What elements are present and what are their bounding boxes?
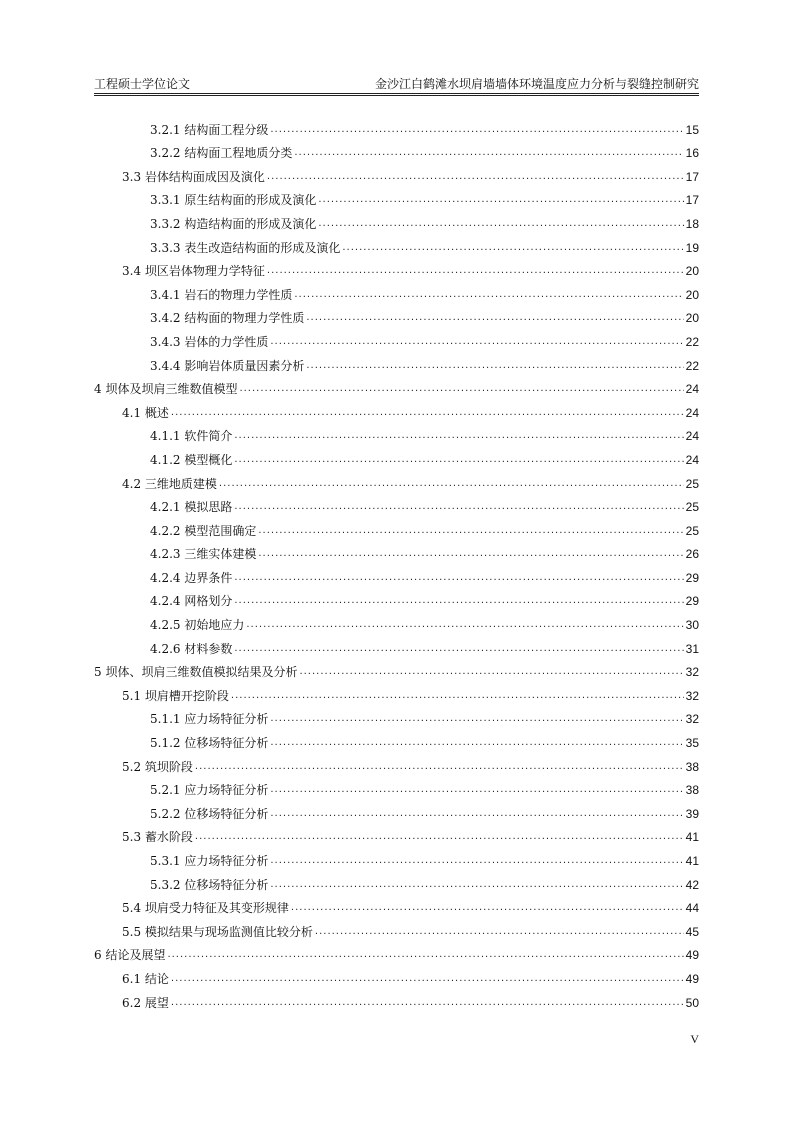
toc-entry-title: 5.5 模拟结果与现场监测值比较分析 [122,924,313,939]
header-rule [94,93,699,94]
toc-leader-dots [270,711,683,727]
toc-entry-title: 6 结论及展望 [94,948,166,963]
toc-entry[interactable] [94,963,699,987]
toc-entry[interactable] [94,279,699,303]
toc-leader-dots [270,334,683,350]
toc-leader-dots [318,192,683,208]
toc-leader-dots [258,523,683,539]
toc-entry[interactable] [94,492,699,516]
toc-entry[interactable] [94,680,699,704]
toc-entry-title: 4.2.1 模拟思路 [150,500,233,515]
toc-entry-page: 24 [685,405,699,420]
page-header [94,76,699,92]
toc-entry[interactable] [94,444,699,468]
toc-entry-page: 35 [685,736,699,751]
toc-entry[interactable] [94,916,699,940]
toc-entry-page: 22 [685,358,699,373]
toc-entry-title: 4.2.5 初始地应力 [150,618,245,633]
toc-leader-dots [231,688,684,704]
toc-entry-page: 17 [685,169,699,184]
toc-leader-dots [291,900,684,916]
toc-leader-dots [234,570,683,586]
toc-leader-dots [294,145,683,161]
toc-entry-title: 5.3.2 位移场特征分析 [150,877,269,892]
toc-entry-page: 26 [685,547,699,562]
toc-entry[interactable] [94,727,699,751]
toc-entry-page: 45 [685,924,699,939]
toc-entry-title: 3.4.4 影响岩体质量因素分析 [150,358,305,373]
toc-entry-title: 3.2.2 结构面工程地质分类 [150,146,293,161]
toc-entry-title: 3.4.2 结构面的物理力学性质 [150,311,305,326]
header-left-title: 工程硕士学位论文 [94,77,191,91]
toc-entry[interactable] [94,350,699,374]
toc-entry-title: 4.1.2 模型概化 [150,452,233,467]
toc-entry-title: 4.1.1 软件简介 [150,429,233,444]
toc-entry-page: 50 [685,995,699,1010]
toc-entry-title: 5.2.2 位移场特征分析 [150,806,269,821]
toc-leader-dots [234,593,683,609]
toc-entry-title: 4.2.4 边界条件 [150,570,233,585]
toc-leader-dots [270,735,683,751]
toc-entry-title: 5.2.1 应力场特征分析 [150,783,269,798]
toc-entry-page: 38 [685,783,699,798]
toc-entry-title: 6.2 展望 [122,995,169,1010]
toc-entry-page: 20 [685,287,699,302]
toc-entry-title: 4 坝体及坝肩三维数值模型 [94,382,238,397]
toc-entry-page: 44 [685,901,699,916]
toc-leader-dots [270,122,683,138]
toc-entry[interactable] [94,893,699,917]
toc-entry-title: 4.2.2 模型范围确定 [150,523,257,538]
toc-entry-page: 24 [685,429,699,444]
toc-entry-title: 5.1.2 位移场特征分析 [150,736,269,751]
toc-entry[interactable] [94,515,699,539]
toc-entry-title: 5.3 蓄水阶段 [122,830,193,845]
toc-entry[interactable] [94,987,699,1011]
toc-entry-page: 30 [685,618,699,633]
toc-entry[interactable] [94,185,699,209]
toc-entry-page: 20 [685,264,699,279]
toc-entry-page: 15 [685,122,699,137]
toc-leader-dots [306,310,683,326]
toc-entry-page: 41 [685,830,699,845]
toc-entry[interactable] [94,822,699,846]
toc-entry-title: 3.3 岩体结构面成因及演化 [122,169,265,184]
toc-entry-page: 29 [685,570,699,585]
toc-leader-dots [219,476,684,492]
toc-entry-title: 4.1 概述 [122,405,169,420]
toc-entry-page: 24 [685,452,699,467]
toc-leader-dots [318,216,683,232]
toc-entry-title: 4.2 三维地质建模 [122,476,217,491]
table-of-contents [94,114,699,1011]
toc-entry-page: 49 [685,971,699,986]
toc-entry-title: 4.2.4 网格划分 [150,594,233,609]
toc-leader-dots [171,971,684,987]
toc-entry-title: 3.3.1 原生结构面的形成及演化 [150,193,317,208]
toc-leader-dots [306,358,683,374]
page-number: V [690,1032,699,1046]
toc-entry[interactable] [94,657,699,681]
toc-entry[interactable] [94,633,699,657]
toc-entry-title: 5.1.1 应力场特征分析 [150,712,269,727]
toc-entry-page: 20 [685,311,699,326]
toc-leader-dots [258,546,683,562]
toc-entry-page: 19 [685,240,699,255]
toc-entry-title: 5.2 筑坝阶段 [122,759,193,774]
toc-entry-title: 3.3.2 构造结构面的形成及演化 [150,216,317,231]
toc-entry-page: 24 [685,382,699,397]
toc-leader-dots [239,381,683,397]
toc-entry[interactable] [94,114,699,138]
toc-entry-title: 5.3.1 应力场特征分析 [150,854,269,868]
toc-leader-dots [234,452,683,468]
toc-entry-page: 29 [685,594,699,609]
toc-leader-dots [246,617,683,633]
toc-leader-dots [234,428,683,444]
toc-entry-title: 4.2.6 材料参数 [150,641,233,656]
toc-entry-title: 3.4 坝区岩体物理力学特征 [122,264,265,279]
toc-leader-dots [195,759,684,775]
toc-leader-dots [171,995,684,1011]
toc-entry[interactable] [94,374,699,398]
toc-leader-dots [167,947,683,963]
toc-entry[interactable] [94,208,699,232]
toc-entry-page: 32 [685,712,699,727]
toc-entry-page: 39 [685,806,699,821]
toc-entry-title: 6.1 结论 [122,971,169,986]
toc-entry-page: 32 [685,665,699,680]
toc-leader-dots [270,806,683,822]
toc-entry-page: 18 [685,216,699,231]
toc-entry-title: 4.2.3 三维实体建模 [150,547,257,562]
toc-entry-page: 17 [685,193,699,208]
toc-entry[interactable] [94,940,699,964]
toc-entry-page: 49 [685,948,699,963]
toc-entry[interactable] [94,397,699,421]
toc-entry[interactable] [94,751,699,775]
header-right-title: 金沙江白鹤滩水坝肩墙墙体环境温度应力分析与裂缝控制研究 [374,77,699,91]
toc-entry-page: 38 [685,759,699,774]
toc-entry[interactable] [94,869,699,893]
toc-entry-page: 25 [685,476,699,491]
toc-entry-page: 32 [685,688,699,703]
toc-entry-title: 3.4.1 岩石的物理力学性质 [150,287,293,302]
toc-entry-title: 5.1 坝肩槽开挖阶段 [122,688,229,703]
toc-entry[interactable] [94,704,699,728]
toc-entry-title: 5.4 坝肩受力特征及其变形规律 [122,901,289,916]
toc-entry[interactable] [94,562,699,586]
toc-leader-dots [267,169,684,185]
toc-leader-dots [294,287,683,303]
toc-leader-dots [315,924,684,940]
toc-entry-title: 3.4.3 岩体的力学性质 [150,334,269,349]
toc-entry[interactable] [94,326,699,350]
toc-entry[interactable] [94,232,699,256]
toc-entry[interactable] [94,303,699,327]
toc-entry-page: 41 [685,854,699,868]
toc-leader-dots [267,263,684,279]
toc-entry-page: 22 [685,334,699,349]
toc-entry[interactable] [94,539,699,563]
toc-entry-page: 25 [685,500,699,515]
toc-entry[interactable] [94,468,699,492]
toc-entry[interactable] [94,421,699,445]
toc-entry-page: 42 [685,877,699,892]
toc-entry[interactable] [94,845,699,869]
toc-leader-dots [270,853,683,869]
toc-entry[interactable] [94,138,699,162]
toc-entry-title: 3.2.1 结构面工程分级 [150,122,269,137]
toc-leader-dots [171,405,684,421]
toc-entry-title: 3.3.3 表生改造结构面的形成及演化 [150,240,341,255]
toc-leader-dots [234,499,683,515]
toc-leader-dots [270,877,683,893]
toc-entry-page: 16 [685,146,699,161]
toc-leader-dots [234,641,683,657]
toc-entry[interactable] [94,609,699,633]
toc-entry[interactable] [94,256,699,280]
toc-entry[interactable] [94,775,699,799]
toc-leader-dots [342,240,683,256]
header-rule-secondary [94,95,699,96]
toc-leader-dots [270,782,683,798]
toc-leader-dots [195,829,684,845]
toc-entry-title: 5 坝体、坝肩三维数值模拟结果及分析 [94,665,298,680]
toc-entry-page: 31 [685,641,699,656]
toc-entry[interactable] [94,161,699,185]
toc-entry[interactable] [94,798,699,822]
toc-leader-dots [299,664,683,680]
toc-entry[interactable] [94,586,699,610]
toc-entry-page: 25 [685,523,699,538]
